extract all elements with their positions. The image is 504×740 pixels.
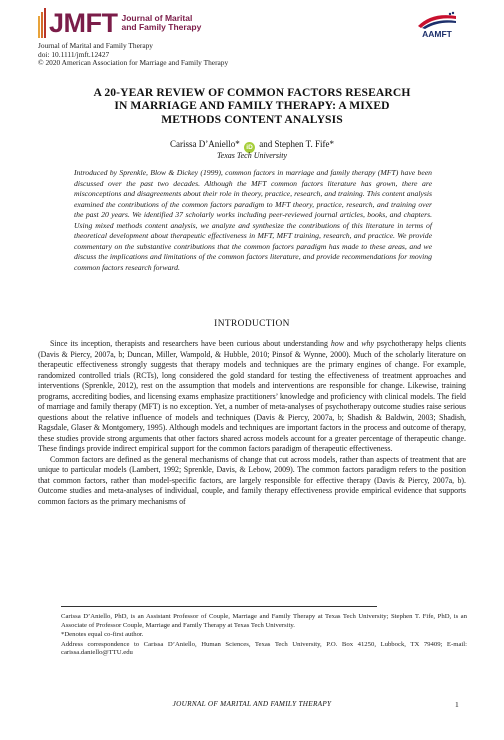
author-1: Carissa D’Aniello* bbox=[170, 139, 240, 149]
article-title: A 20-YEAR REVIEW OF COMMON FACTORS RESEARCH IN MARRIAGE AND FAMILY THERAPY: A MIXED METHODS CONTENT ANALYSIS bbox=[93, 86, 411, 126]
journal-logo bbox=[38, 6, 217, 40]
running-footer: JOURNAL OF MARITAL AND FAMILY THERAPY bbox=[172, 700, 332, 708]
author-2: and Stephen T. Fife* bbox=[259, 139, 334, 149]
flag-swoosh-icon bbox=[412, 10, 462, 30]
doi-link[interactable]: doi: 10.1111/jmft.12427 bbox=[38, 49, 110, 59]
introduction-body bbox=[38, 339, 466, 507]
article-metadata bbox=[38, 42, 228, 68]
paragraph: Common factors are defined as the general mechanisms of change that cut across models, rather than aspects of treatment that are unique to particular models (Lambert, 1992; Sprenkle, Davis, & Lebow, 2009). The common factors paradigm refers to the position that common factors, rather than model-specific factors, are largely responsible for effective therapy (Davis & Piercy, 2007a, b). Outcome studies and meta-analyses of individual, couple, and family therapy effectiveness provide empirical evidence that supports common factors as the primary mechanisms of bbox=[38, 454, 466, 506]
logo-letters: JMFT bbox=[49, 7, 118, 38]
section-heading: INTRODUCTION bbox=[214, 319, 290, 329]
affiliation: Texas Tech University bbox=[216, 151, 288, 160]
correspondence-note: Address correspondence to Carissa D’Aniello, Human Sciences, Texas Tech University, P.O. Box 41250, Lubbock, TX 79409; E-mail: carissa.daniello@TTU.edu bbox=[61, 640, 467, 656]
abstract: Introduced by Sprenkle, Blow & Dickey (1999), common factors in marriage and family therapy (MFT) have been discussed over the past two decades. Although the MFT common factors literature has grown, there are misconceptions and disagreements about their role in theory, practice, research, and training. This content analysis examined the contributions of the common factors paradigm to MFT theory, practice, research, and training over the past 20 years. We identified 37 scholarly works including peer-reviewed journal articles, books, and chapters. Using mixed methods content analysis, we analyze and synthesize the contributions of this literature in terms of theoretical development about therapeutic effectiveness in MFT, MFT training, research, and practice. We provide commentary on the substantive contributions that the common factors paradigm has made to these areas, and we discuss the implications and limitations of the common factors literature, and provide recommendations for moving common factors research forward. bbox=[74, 168, 432, 272]
logo-bars-icon bbox=[38, 8, 47, 38]
aamft-label: AAMFT bbox=[422, 29, 452, 39]
author-bio-note: Carissa D’Aniello, PhD, is an Assistant Professor of Couple, Marriage and Family Therapy at Texas Tech University; Stephen T. Fife, PhD, is an Associate of Professor Couple, Marriage and Family Therapy at Texas Tech University. bbox=[61, 613, 467, 629]
equal-author-note: *Denotes equal co-first author. bbox=[61, 631, 144, 638]
orcid-icon[interactable]: iD bbox=[244, 142, 255, 153]
footnotes bbox=[61, 613, 467, 659]
copyright: © 2020 American Association for Marriage and Family Therapy bbox=[38, 58, 229, 68]
paragraph: Since its inception, therapists and researchers have been curious about understanding how and why psychotherapy helps clients (Davis & Piercy, 2007a, b; Duncan, Miller, Wampold, & Hubble, 2010; Pinsof & Wynne, 2000). Much of the scholarly literature on therapeutic effectiveness strongly suggests that therapy models and techniques are the primary engines of change. For example, randomized controlled trials (RCTs), long considered the gold standard for testing the effectiveness of treatment approaches and interventions (Sprenkle, 2012), rest on the assumption that models and interventions are responsible for change. Likewise, training programs, accrediting bodies, and licensing exams emphasize practitioners’ knowledge and proficiency with clinical models. The field of marriage and family therapy (MFT) is no exception. Yet, a number of meta-analyses of psychotherapy outcome studies raise serious questions about the relative influence of models and techniques (Davis & Piercy, 2007a, b; Shadish & Baldwin, 2003; Shadish, Ragsdale, Glaser & Montgomery, 1995). Although models and techniques are important factors in the process and outcome of therapy, these studies provide strong arguments that other factors shared across models account for a greater percentage of therapeutic change. These findings provide indirect empirical support for the common factors paradigm of therapeutic effectiveness. bbox=[38, 339, 467, 453]
footnote-divider bbox=[61, 606, 377, 607]
logo-subtitle: Journal of Marital and Family Therapy bbox=[121, 13, 202, 32]
page-number: 1 bbox=[455, 700, 459, 709]
journal-name: Journal of Marital and Family Therapy bbox=[38, 41, 154, 50]
aamft-logo bbox=[412, 10, 462, 40]
